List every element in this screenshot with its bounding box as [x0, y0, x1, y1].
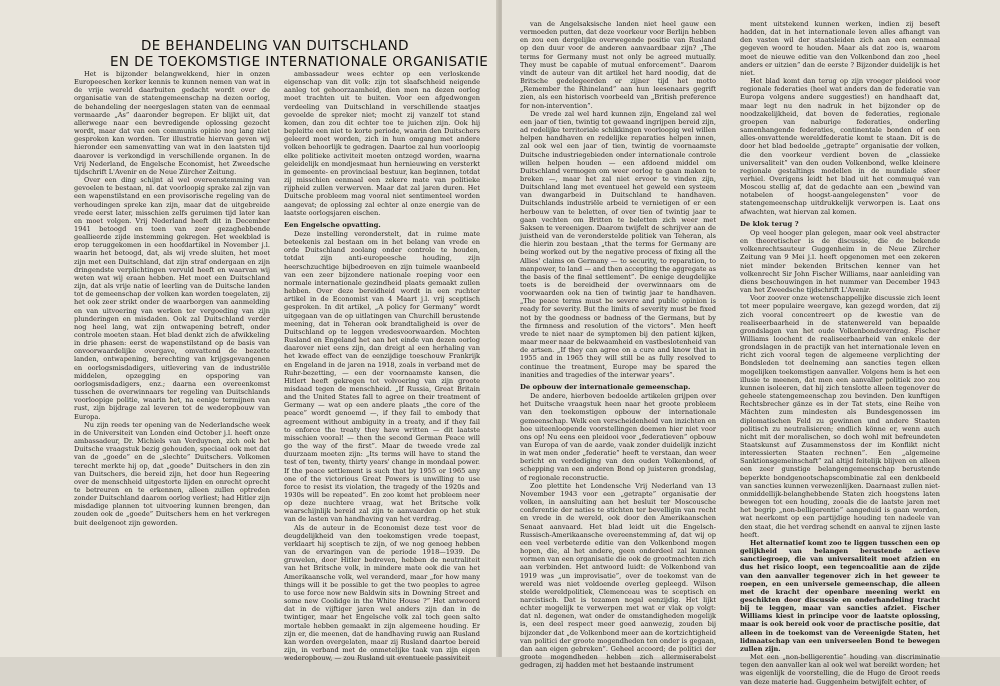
paragraph: Het is bijzonder belangwekkend, hier in onzen Europeeschen kerker kennis te kunnen nemen van wat in de vrije wereld daarbuiten gedacht wordt over de organisatie van de statengemeenschap na dezen oorlog, de behandeling der neergeslagen staten van de eenmaal vermaarde „As” daaronder begrepen. Er blijkt uit, dat allerwege naar een bevredigende oplossing gezocht wordt, maar dat van een communis opinio nog lang niet gesproken kan worden. Ter illustratie hiervan geven wij hieronder een samenvatting van wat in den laatsten tijd daarover is verkondigd in verschillende organen. In de Vrij Nederland, de Engelsche Economist, het Zweedsche tijdschrift L'Avenir en de Neue Zürcher Zeitung. [74, 70, 270, 176]
article-title-line-2: EN DE TOEKOMSTIGE INTERNATIONALE ORGANISATIE [110, 54, 489, 70]
section-heading: De klok terug ? [740, 219, 799, 228]
paragraph: van de Angelsaksische landen niet heel gauw een vermoeden putten, dat deze voorkeur voor Berlijn hebben en zou een dergelijke overwegende positie van Rusland op den duur voor de anderen aanvaardbaar zijn? „The terms for Germany must not only be agreed mutually. They must be capable of mutual enforcement”. Daarom vindt de auteur van dit artikel het hard noodig, dat de Britsche gedelegeerden er zijner tijd het motto „Remember the Rhineland” aan hun leesenaars gegrift zien, als een historisch voorbeeld van „British preference for non-intervention”. [520, 20, 716, 110]
paragraph: ambassadeur wees echter op een verloskende eigenschap van dit volk: zijn tot slaafschheid neigende aanleg tot gehoorzaamheid, dien men na dezen oorlog moet trachten uit te buiten. Voor een afgedwongen verdeeling van Duitschland in verschillende staatjes gevoelde de spreker niet; mocht zij vanzelf tot stand komen, dan zou dit echter toe te juichen zijn. Ook hij bepleitte een niet te korte periode, waarin den Duitschers geleerd moet worden, zich in hun omgang met andere volken behoorlijk te gedragen. Daartoe zal hun voorloopig elke politieke activiteit moeten ontzegd worden, waarna geleidelijk en mondjesmaat hun hernieuwing en versterkt in gemeente- en provinciaal bestuur, kan beginnen, totdat zij misschien eenmaal een zekere mate van politieke rijpheid zullen verwerven. Maar dat zal jaren duren. Het Duitsche probleem mag vooral niet sentimenteel worden aangevat; de oplossing zal echter al onze energie van de laatste oorlogsjaren eischen. [284, 70, 480, 217]
paragraph: Over een ding schijnt al wel overeenstemming van gevoelen te bestaan, nl. dat voorloopig sprake zal zijn van een wapenstilstand en een provisorische regeling van de verhoudingen spreke kan zijn, maar dat de uitgebreide vrede eerst later, misschien zelfs geruimen tijd later kan en moet volgen. Vrij Nederland heeft dit in December 1941 betoogd en toen van zeer gezaghebbende geallieerde zijde instemming gekregen. Het weekblad is erop teruggekomen in een hoofdartikel in November j.l. waarin het betoogd, dat, als wij vrede sluiten, het moet zijn met een Duitschland, dat zijn straf ondergaan en zijn dringendste verplichtingen vervuld heeft en waarvan wij weten wat wij eraan hebben. Het moet een Duitschland zijn, dat als vrije natie of leerling van de Duitsche landen tot de gemeenschap der volken kan worden toegelaten, zij het ook zeer strikt onder de waarborgen van aanmelding en van uitvoering van werken ter vergoeding van zijn plunderingen en misdaden. Ook zal Duitschland verder nog heel lang, wat zijn ontwapening betreft, onder controle moeten staan. Het blad denkt zich de afwikkeling in drie phasen: eerst de wapenstilstand op de basis van onvoorwaardelijke overgave, omvattend de bezette landen, ontwapening, berechting van krijgsgevangenen en oorlogsmisdadigers, uitlevering van de industriële middelen, opzegging en opsporing van oorlogsmisdadigers, enz.; daarna een overeenkomst tusschen de overwinnaars ter regeling van Duitschlands voorloopige politie, waarin het, na eenige termijnen van rust, zijn bijdrage zal leveren tot de wederopbouw van Europa. [74, 176, 270, 421]
text-column-2 [284, 70, 480, 663]
paragraph: Voor zoover onze wetenschappelijke discussie zich leent tot meer populaire weergave, kan gezegd worden, dat zij zich vooral concentreert op de kwestie van de realiseerbaarheid in de statenwereld van bepaalde grondslagen van het oude Volkenbondsverdrag. Fischer Williams loochent de realiseerbaarheid van enkele der grondslagen in de practijk van het internationale leven en richt zich vooral tegen de algemeene verplichting der Bondsleden tot deelneming aan sancties tegen elken mogelijken toekomstigen aanvaller. Volgens hem is het een illusie te meenen, dat men een aanvaller politiek zoo zou kunnen isoleeren, dat hij zich tenslotte alleen tegenover de geheele statengemeenschap zou bevinden. Den kunftigen Rechtsbrecher gänze es in der Tat stets, eine Reihe von Mächten zum mindesten als Bundesgenossen im diplomatischen Feld zu gewinnen und andere Staaten politisch zu neutralisieren; endlich könne er, wenn auch nicht mit der moralischen, so doch wohl mit befreundeten Staatskunst auf Zusammenstoss der im Konflikt nicht interessierten Staaten rechnen”. Een „algemeine Sanktionsgemeinschaft” zal altijd feitelijk blijven en alleen een zeer gunstige belangengemeenschap berustende beperkte bondgenootschapscombinatie zal een denkbeeld van sancties kunnen verwezenlijken. Daarnaast zullen niet-onmiddellijk-belanghebbende Staten zich hoogstens laten bewegen tot een houding, zooals die de laatste jaren met het begrip „non-belligerentie” aangeduid is gaan worden, wat neerkomt op een partijdige houding ten nadeele van den staat, die het verdrag schendt en aanval te zijnen laste heeft. [740, 294, 940, 539]
paragraph: Op veel hooger plan gelegen, maar ook veel abstracter en theoretischer is de discussie, die de bekende volkenrechtsauteur Guggenheim in de Neue Zürcher Zeitung van 9 Mei j.l. heeft opgenomen met een zekeren niet minder bekenden Britschen kenner van het volkenrecht Sir John Fischer Williams, naar aanleiding van diens beschouwingen in het nummer van December 1943 van het Zweedsche tijdschrift L'Avenir. [740, 228, 940, 295]
paragraph: Nu zijn reeds ter opening van de Nederlandsche week in de Universiteit van Londen eind October j.l. heeft onze ambassadeur, Dr. Michiels van Verduynen, zich ook het Duitsche vraagstuk bezig gehouden, speciaal ook met dat van de „goede” en de „slechte” Duitschers. Volkomen terecht merkte hij op, dat „goede” Duitschers in den zin van Duitschers, die bereid zijn, het door hun Regeering over de menschheid uitgestorte lijden en onrecht oprecht te betreuren en te erkennen, alleen zullen optreden zonder Duitschland daarom oorlog verliest; had Hitler zijn misdadige plannen tot uitvoering kunnen brengen, dan zouden ook de „goede” Duitschers hem en het verkregen buit deelgenoot zijn geworden. [74, 420, 270, 527]
paragraph: Deze instelling veronderstelt, dat in ruime mate beteekenis zal bestaan om in het belang van vrede en orde Duitschland zoolang onder controle te houden, totdat zijn anti-europeesche houding, zijn heerschzuchtige bijbedroeven en zijn tuimele waanbeeld van een zeer bijzondere nationale roeping voor een normale internationale gezindheid plaats gemaakt zullen hebben. Over deze bereidheid wordt in een ruchter artikel in de Economist van 4 Maart j.l. vrij sceptisch gesproken. In dit artikel, „A policy for Germany” wordt uitgegaan van de op uitlatingen van Churchill berustende meening, dat in Teheran ook brandtaligheid is over de Duitschland op te leggen vredesvoorwaarden. Mochten Rusland en Engeland het aan het einde van dezen oorlog daarover niet eens zijn, dan dreigt al een herhaling van het kwade effect van de eenzijdige toeschouw Frankrijk en Engeland in de jaren na 1918, zoals in verband met de Ruhr-bezetting, — een der voornaamste kansen, die Hitlert heeft gekregen tot volvoering van zijn groote misdaad tegen de menschheid. „If Russia, Great Britain and the United States fall to agree on their treatment of Germany — wat op een andere plaats „the core of the peace” wordt genoemd —, if they fail to embody that agreement without ambiguity in a treaty, and if they fail to enforce the treaty they have written — dit laatste misschien vooral! — then the second German Peace will go the way of the first”. Maar de tweede vrede zal duurzaam moeten zijn: „Its terms will have to stand the test of ten, twenty, thirty years' change in mondaal power. If the peace settlement is such that by 1955 or 1965 any one of the victorious Great Powers is unwilling to use force to resist its violation, the tragedy of the 1920s and 1930s will be repeated”. En zoo komt het probleem neer op deze nuchtere vraag, wat het Britsche volk waarschijnlijk bereid zal zijn te aanvaarden op het stuk van de lasten van handhaving van het verdrag. [284, 230, 480, 524]
article-title [110, 38, 489, 70]
text-column-4 [740, 20, 940, 686]
paragraph: ment uitstekend kunnen werken, indien zij beseft hadden, dat in het internationale leven alles afhangt van den vasten wil der staatsleiden zich aan een eenmaal gegeven woord te houden. Maar als dat zoo is, waarom moet de nieuwe editie van den Volkenbond dan zoo „heel anders er uitzien” dan de eerste ? Bijzonder duidelijk is het niet. [740, 20, 940, 77]
paragraph: De vrede zal wel hard kunnen zijn, Engeland zal wel een jaar of tien, twintig tot gewaand ingrijpen bereid zijn, ad redelijke territoriale schikkingen voorloopig wel willen helpen handhaven en redelijke reparaties helpen innen, zal ook wel een jaar of tien, twintig de voornaamste Duitsche industriegebieden onder internationale controle willen helpen houden — een afdoend middel om Duitschland vermogen om weer oorlog te gaan maken te breken —, maar het zal niet ervoor te vinden zijn, Duitschland lang met eventueel het geweld een systeem van dwangarbeid in Duitschland te handhaven. Duitschlands industriële arbeid te vernietigen of er een herbouw van te beletten, of over tien of twintig jaar te gaan vechten om Britten te beletten zich weer met Saksen te vereenigen. Daarom twijfelt de schrijver aan de juistheid van de veronderstelde politiek van Teheran, als die hierin zou bestaan „that the terms for Germany are being worked out by the negative process of fixing all the Allies' claims on Germany — to security, to reparation, to manpower, to land — and then accepting the aggregate as the basis of the final settlement”. De eenige deugdelijke toets is de bereidheid der overwinnaars om de voorwaarden ook na tien of twintig jaar te handhaven. „The peace terms must be severe and public opinion is ready for severity. But the limits of severity must be fixed not by the goodness or badness of the Germans, but by the firmness and resolution of the victors”. Men heeft vrede te niet naar de symptomen bij den patient kijken, maar meer naar de bekwaamheid en vastbeslotenheid van de artsen. „If they can agree on a cure and know that in 1955 and in 1965 they will still be as fully resolved to continue the treatment, Europe may be spared the inanities and tragedies of the interwar years”. [520, 109, 716, 379]
paragraph: Het blad komt dan terug op zijn vroeger pleidooi voor regionale federaties (heel wat anders dan de federatie van Europa volgens andere suggesties!) en handhaaft dat, maar legt nu den nadruk in het bijzonder op de noodzakelijkheid, dat boven de federaties, regionale groepen van naburige federaties, onderling samenhangende federaties, continentale bonden of een alles-omvattende wereldfederatie komt te staan. Dit is de door het blad bedoelde „getrapte” organisatie der volken, die den voorkeur verdient boven de „classieke universaliteit” van den ouden Volkenbond, welke kleinere regionale gestaltings modellen in de mundiale sfeer verhiel. Overigens leidt het blad uit het commuqué van Moscou stellig af, dat de gedachte aan een „bewind van notabelen of hoogst-aangelegensten” voor de statengemeenschap uitdrukkelijk verworpen is. Laat ons afwachten, wat hiervan zal komen. [740, 77, 940, 216]
text-column-1 [74, 70, 270, 645]
section-heading: De opbouw der internationale gemeenschap. [520, 382, 691, 391]
left-page [0, 0, 498, 663]
section-heading: Een Engelsche opvatting. [284, 220, 381, 229]
article-title-line-1: DE BEHANDELING VAN DUITSCHLAND [141, 38, 409, 54]
right-page [502, 0, 1000, 686]
paragraph: Als de auteur in de Economist deze test voor de deugdelijkheid van den toekomstigen vrede toepast, verklaart hij sceptisch te zijn, of we nog genoeg hebben van de ervaringen van de periode 1918—1939. De gruwelen, door Hitler bedreven, hebben de neutraliteit van het Britsche volk, in mindere mate ook die van het Amerikaansche volk, wel veranderd, maar „for how many things will it be possible to get the two peoples to agree to use force now new Baldwin sits in Downing Street and some new Coolidge in the White House ?” Het antwoord dat in de vijftiger jaren wel anders zijn dan in de twintiger, maar het Engelsche volk zal toch geen salto mortale hebben gemaakt in zijn algemeene houding. Er zijn er, die meenen, dat de handhaving ruwig aan Rusland kan worden overgelaten, maar zij Rusland daartoe bereid zijn, in verband met de onmetelijke taak van zijn eigen wederopbouw, — zou Rusland uit eventueele passiviteit [284, 523, 480, 663]
paragraph: Met een „non-belligerentie” houding van discriminatie tegen den aanvaller kan al ook wel wat bereikt worden; het was eigenlijk de voorstelling, die de Hugo de Groot reeds van deze materie had. Guggenheim betwijfelt echter, of [740, 653, 940, 686]
paragraph: De andere, hierboven bedoelde artikelen grijpen over het Duitsche vraagstuk heen naar het groote probleem van den toekomstigen opbouw der internationale gemeenschap. Welk een verscheidenheid van inzichten en hoe uiteenloopende voorstellingen doemen hier niet voor ons op! Nu eens een pleidooi voor „federatieven” opbouw van Europa of van de aarde, vaak zonder duidelijk inzicht in wat men onder „federatie” heeft te verstaan, dan weer bericht en verdediging van den ouden Volkenbond, of schepping van een anderen Bond op juisteren grondslag, of regionale reconstructie. [520, 392, 716, 482]
text-column-3 [520, 20, 716, 670]
paragraph: Het alternatief komt zoo te liggen tusschen een op gelijkheid van belangen berustende actieve sanctiegroep, die van universaliteit moet afzien en dus het risico loopt, een tegencoalitie aan de zijde van den aanvaller tegenover zich in het geweer te roepen, en een universele gemeenschap, die alleen met de kracht der openbare meening werkt en geschikten door discussie en onderhandeling tracht bij te leggen, maar van sancties afziet. Fischer Williams kiest in principe voor de laatste oplossing, maar is ook bereid ook voor de practische positie, dat alleen in de toekomst van de Vereenigde Staten, het lidmaatschap van een universeelen Bond te bewegen zullen zijn. [740, 538, 940, 653]
paragraph: Zoo plettite het Londensche Vrij Nederland van 13 November 1943 voor een „getrapte” organisatie der volken, in aansluiting aan het besluit ter Moscousche conferentie der naties te stichten ter bevelligin van recht en vrede in de wereld, ook door den Amerikaanschen Senaat aanvaard. Het blad leidt uit die Engelsch-Russisch-Amerikaansche overeenstemming af, dat wij op een veel verbeterde editie van den Volkenbond mogen hopen, die, al het andere, geen onderdeel zal kunnen vormen van een organisatie die ook de grootmachten zich aan verbinden. Het antwoord luidt: de Volkenbond van 1919 was „un improvisatie”, over de toekomst van de wereld was niet voldoende overleg gepleegd. Wilson stelde wereldpolitiek, Clemenceau was te sceptisch en narcistisch. Dat is tezamen nogal eenzijdig. Het lijkt echter mogelijk te verwerpen met wat er vlak op volgt: dat nl. degenen, wat onder de omstandigheden mogelijk is, een deel respect meer goed aanwezig, zouden bij bijzonder dat „de Volkenbond meer aan de kortzichtigheid van politici der groote mogendheden ten onder is gegaan, dan aan eigen gebreken”. Geheel accoord; de politici der groote mogendheden hebben zich allermiserabelst gedragen, zij hadden met het bestaande instrument [520, 481, 716, 670]
